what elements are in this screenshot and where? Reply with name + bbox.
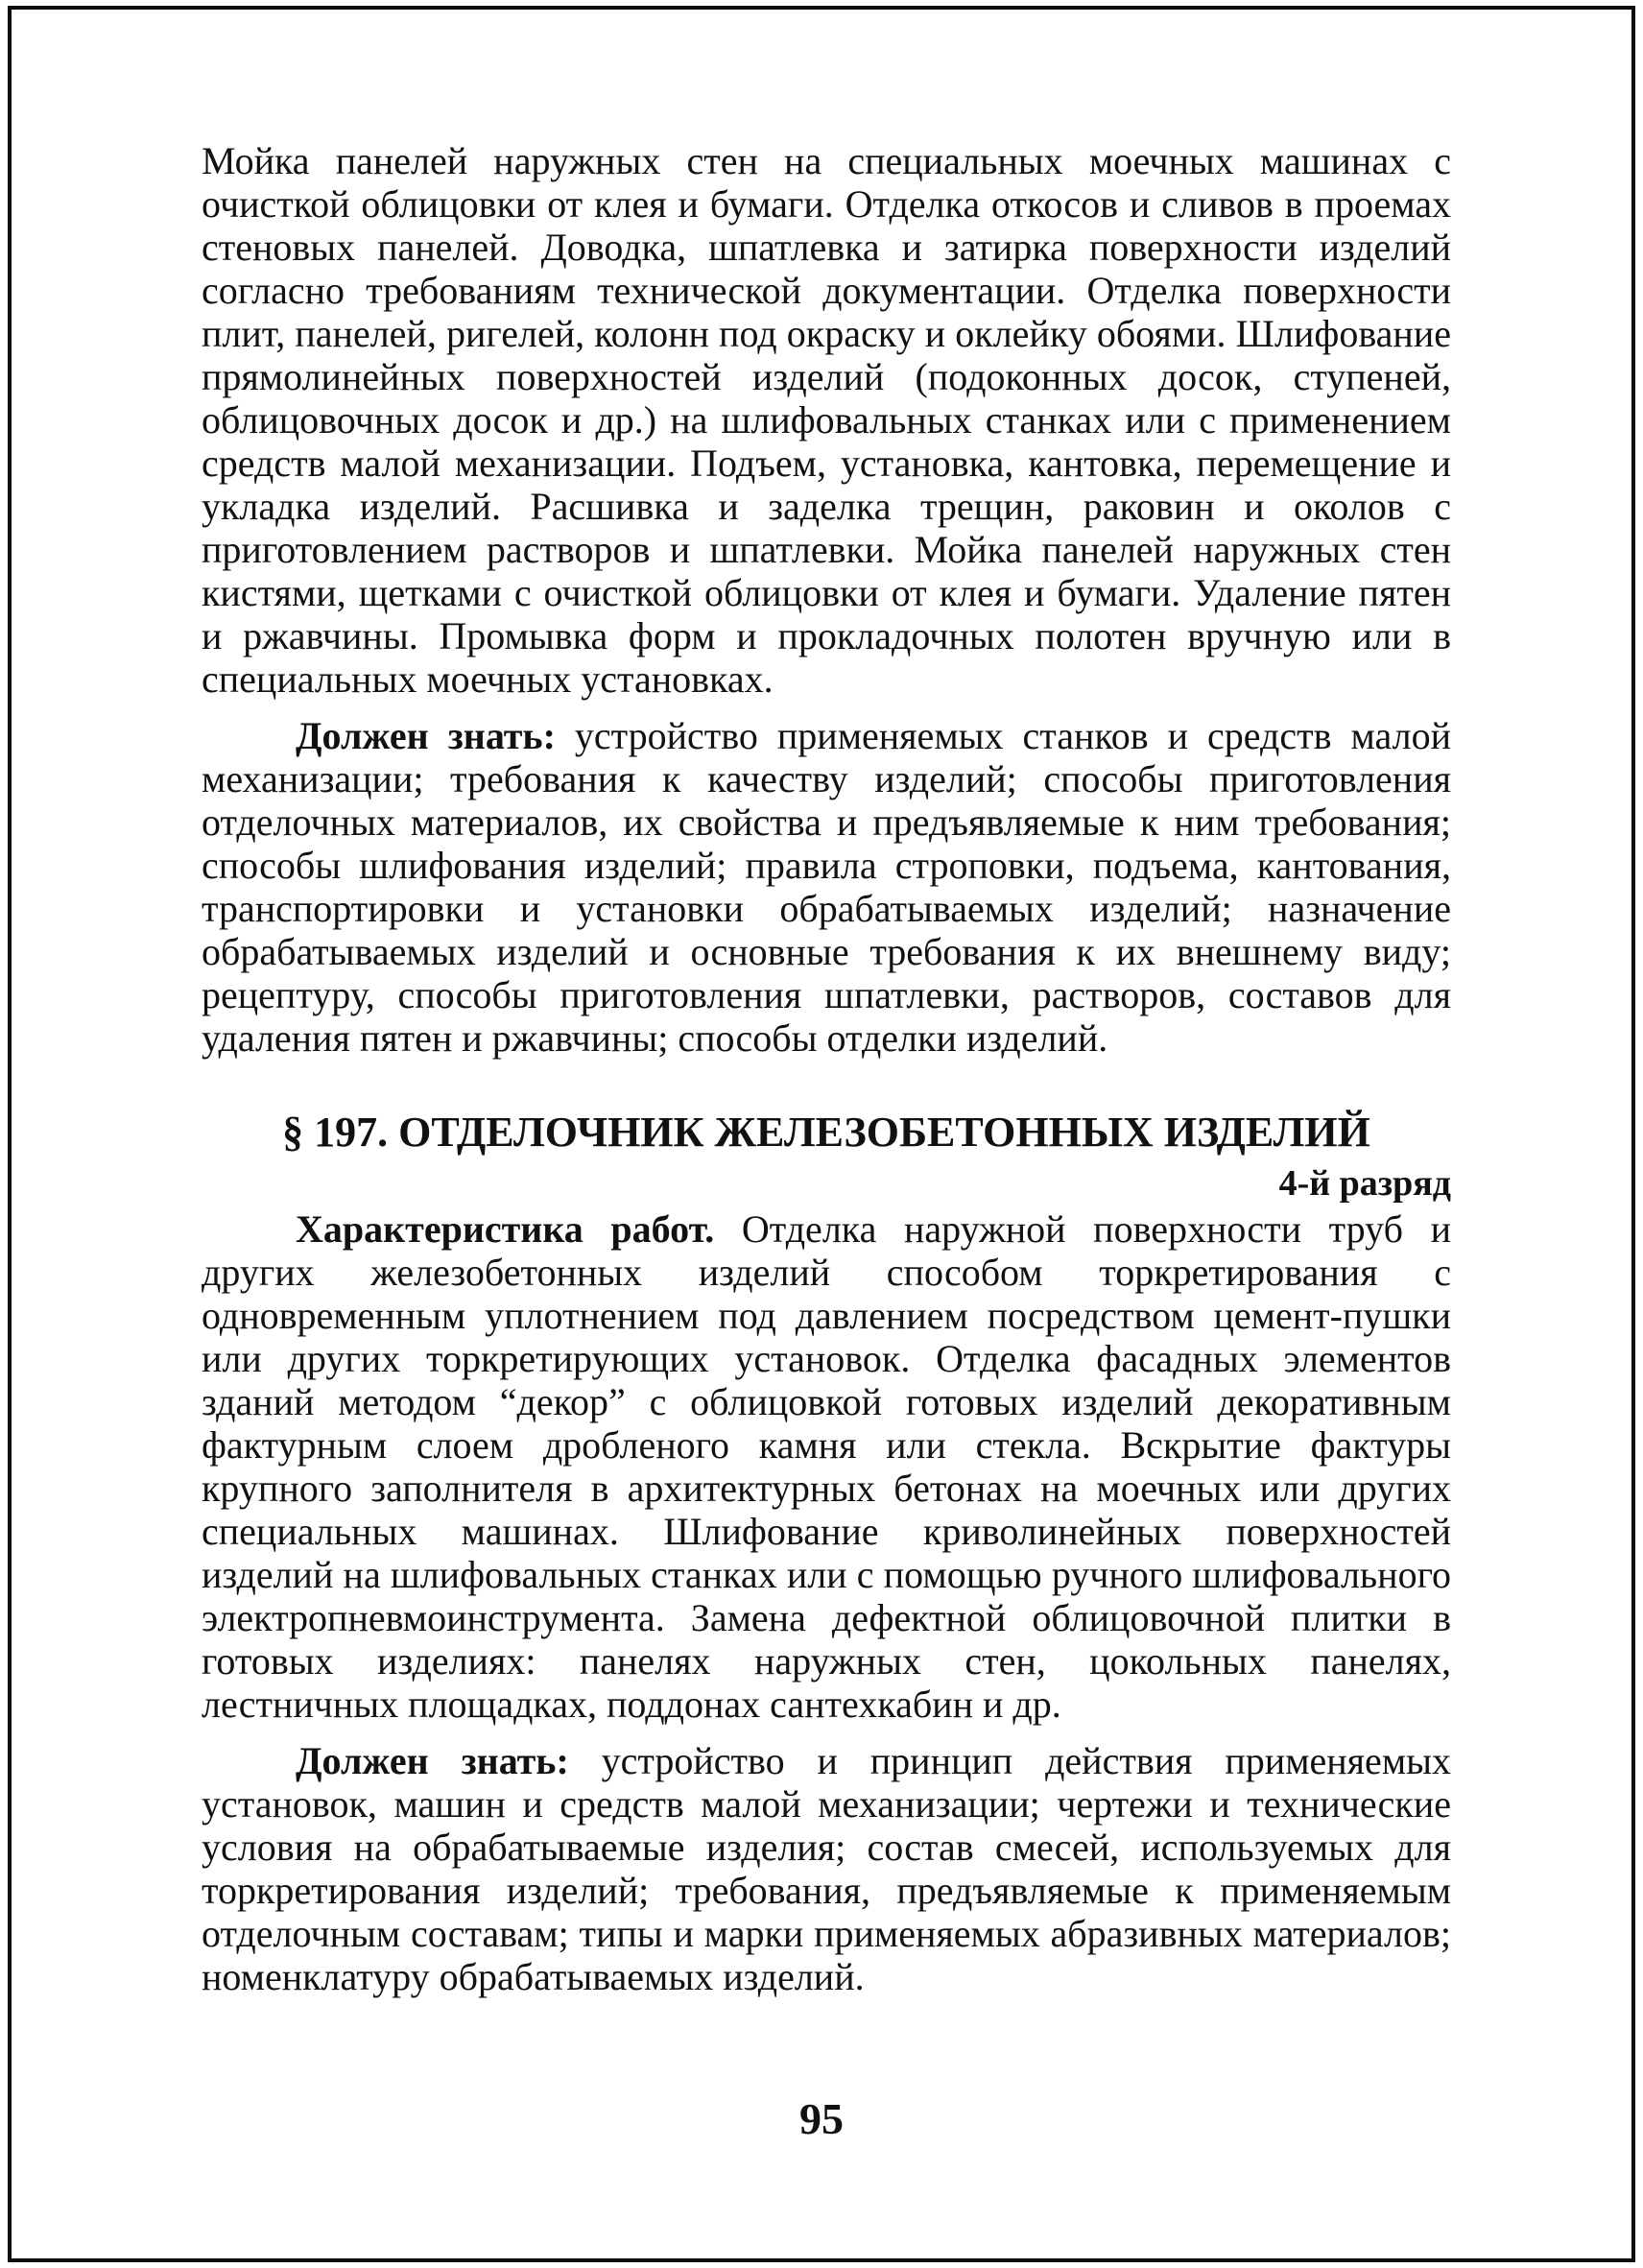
knowledge-text-1: устройство применяемых станков и средств малой механизации; требования к качеству изделий; способы приготовления отделочных материалов, их свойства и предъявляемые к ним требования; способы шлифования изделий; правила строповки, подъема, кантования, транспортировки и установки обрабатываемых изделий; назначение обрабатываемых изделий и основные требования к их внешнему виду; рецептуру, способы приготовления шпатлевки, растворов, составов для удаления пятен и ржавчины; способы отделки изделий. [202,714,1451,1060]
characteristics-paragraph [202,1207,1451,1726]
work-description-paragraph: Мойка панелей наружных стен на специальных моечных машинах с очисткой облицовки от клея и бумаги. Отделка откосов и сливов в проемах стеновых панелей. Доводка, шпатлевка и затирка поверхности изделий согласно требованиям технической документации. Отделка поверхности плит, панелей, ригелей, колонн под окраску и оклейку обоями. Шлифование прямолинейных поверхностей изделий (подоконных досок, ступеней, облицовочных досок и др.) на шлифовальных станках или с применением средств малой механизации. Подъем, установка, кантовка, перемещение и укладка изделий. Расшивка и заделка трещин, раковин и околов с приготовлением растворов и шпатлевки. Мойка панелей наружных стен кистями, щетками с очисткой облицовки от клея и бумаги. Удаление пятен и ржавчины. Промывка форм и прокладочных полотен вручную или в специальных моечных установках. [202,139,1451,701]
knowledge-text-2: устройство и принцип действия применяемых установок, машин и средств малой механизации; чертежи и технические условия на обрабатываемые изделия; состав смесей, используемых для торкретирования изделий; требования, предъявляемые к применяемым отделочным составам; типы и марки применяемых абразивных материалов; номенклатуру обрабатываемых изделий. [202,1739,1452,1998]
characteristics-lead: Характеристика работ. [296,1207,715,1251]
grade-label: 4-й разряд [1278,1163,1451,1204]
page-number: 95 [799,2094,844,2143]
knowledge-lead-2: Должен знать: [296,1739,569,1782]
knowledge-lead-1: Должен знать: [296,714,556,757]
knowledge-paragraph-1 [202,714,1451,1060]
section-title: § 197. ОТДЕЛОЧНИК ЖЕЛЕЗОБЕТОННЫХ ИЗДЕЛИЙ [282,1109,1370,1156]
page-content [202,139,1451,1998]
characteristics-text: Отделка наружной поверхности труб и других железобетонных изделий способом торкретирования с одновременным уплотнением под давлением посредством цемент-пушки или других торкретирующих установок. Отделка фасадных элементов зданий методом “декор” с облицовкой готовых изделий декоративным фактурным слоем дробленого камня или стекла. Вскрытие фактуры крупного заполнителя в архитектурных бетонах на моечных или других специальных машинах. Шлифование криволинейных поверхностей изделий на шлифовальных станках или с помощью ручного шлифовального электропневмоинструмента. Замена дефектной облицовочной плитки в готовых изделиях: панелях наружных стен, цокольных панелях, лестничных площадках, поддонах сантехкабин и др. [202,1207,1451,1726]
knowledge-paragraph-2 [202,1739,1451,1998]
